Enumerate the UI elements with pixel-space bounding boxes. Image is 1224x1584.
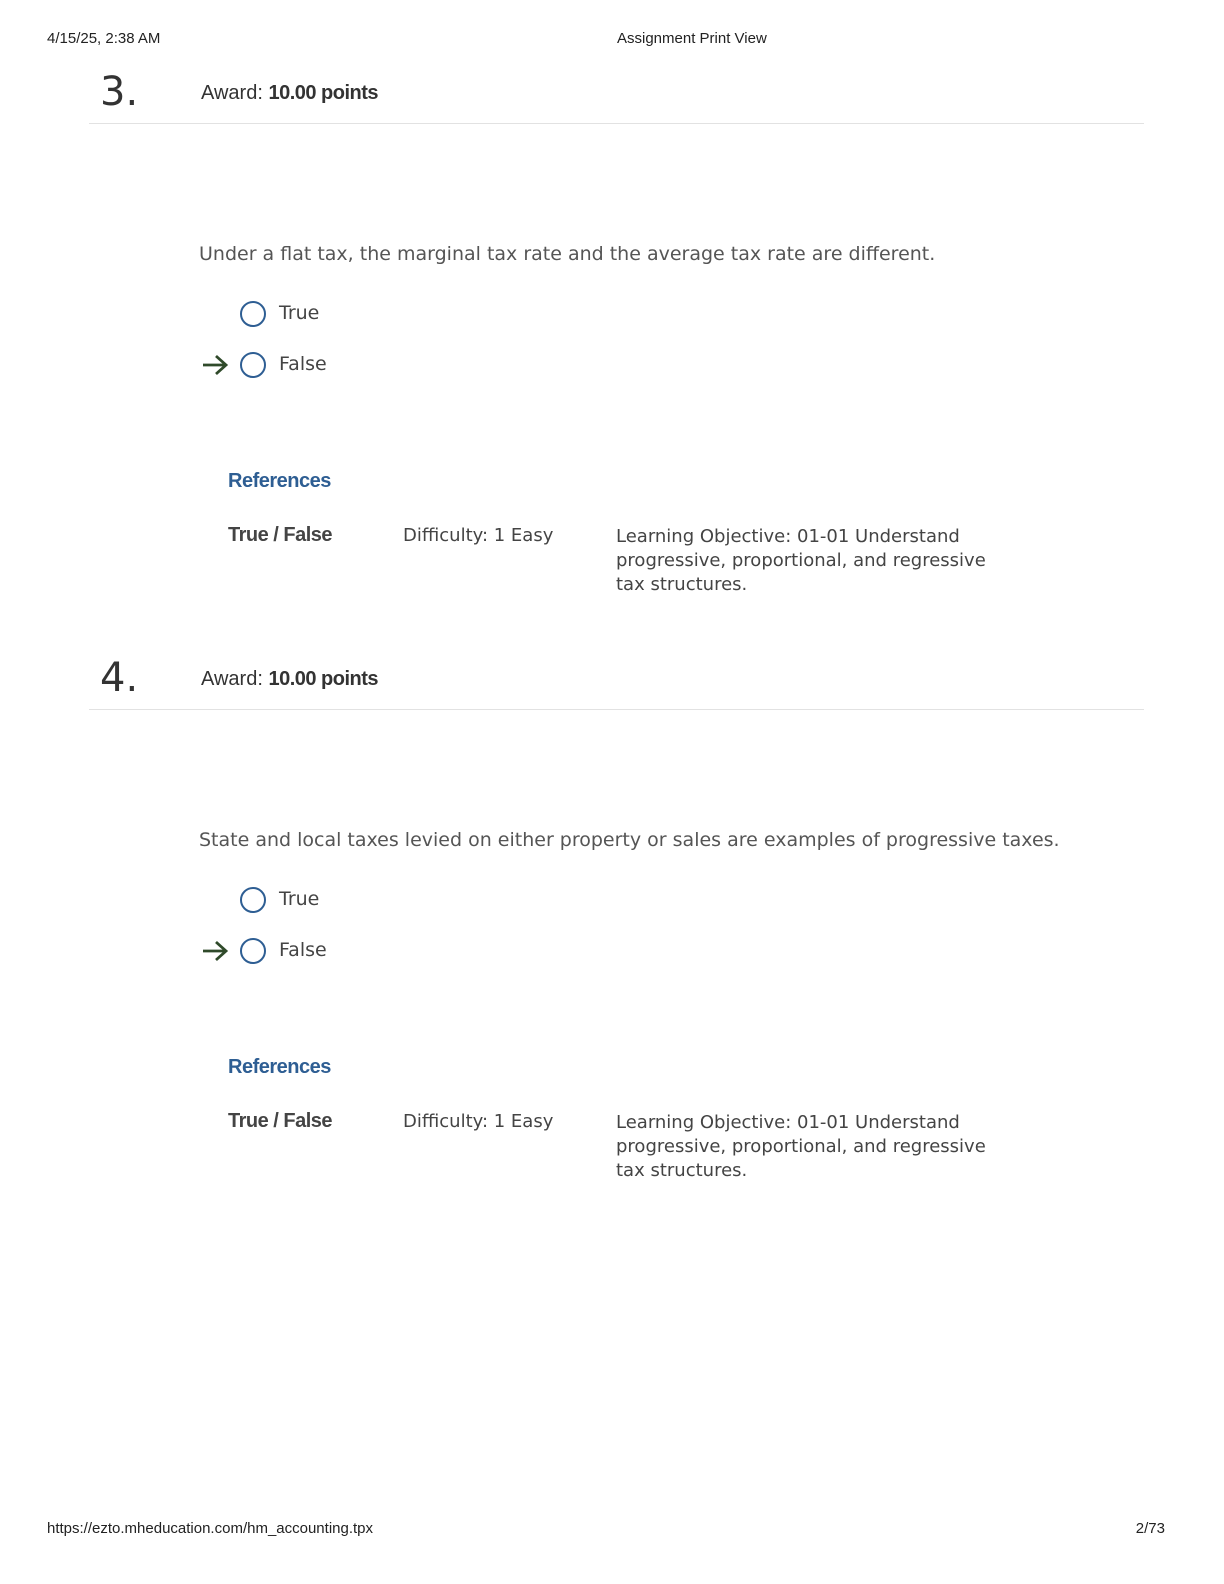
print-header: [0, 30, 1224, 50]
award-label: Award:: [201, 668, 263, 690]
option-label: True: [279, 302, 320, 324]
question-number: 3.: [100, 69, 139, 115]
question-4: [0, 656, 1224, 1216]
question-text: State and local taxes levied on either property or sales are examples of progressive taxes.: [199, 829, 1060, 851]
question-number: 4.: [100, 655, 139, 701]
references-heading[interactable]: References: [228, 1056, 331, 1078]
reference-type: True / False: [228, 1110, 333, 1132]
option-true[interactable]: [0, 884, 500, 918]
reference-type: True / False: [228, 524, 333, 546]
print-footer: [0, 1520, 1224, 1540]
question-3: [0, 70, 1224, 630]
option-false[interactable]: [0, 349, 500, 383]
option-true[interactable]: [0, 298, 500, 332]
option-label: True: [279, 888, 320, 910]
print-url: https://ezto.mheducation.com/hm_accounting.tpx: [47, 1520, 374, 1537]
question-text: Under a flat tax, the marginal tax rate and the average tax rate are different.: [199, 243, 936, 265]
option-label: False: [279, 353, 327, 375]
radio-circle-icon[interactable]: [240, 887, 266, 913]
option-false[interactable]: [0, 935, 500, 969]
award: [201, 666, 378, 692]
reference-difficulty: Difficulty: 1 Easy: [403, 525, 554, 546]
print-page-number: 2/73: [1135, 1520, 1165, 1537]
reference-learning-objective: Learning Objective: 01-01 Understand progressive, proportional, and regressive tax structures.: [616, 526, 986, 595]
print-datetime: 4/15/25, 2:38 AM: [47, 30, 161, 47]
answer-options: [0, 298, 600, 408]
radio-circle-icon[interactable]: [240, 938, 266, 964]
award-points: 10.00 points: [268, 82, 379, 104]
award: [201, 80, 378, 106]
question-divider: [89, 123, 1144, 124]
award-label: Award:: [201, 82, 263, 104]
reference-difficulty: Difficulty: 1 Easy: [403, 1111, 554, 1132]
right-arrow-icon: [201, 939, 229, 963]
answer-options: [0, 884, 600, 994]
option-label: False: [279, 939, 327, 961]
print-title: Assignment Print View: [617, 30, 767, 47]
radio-circle-icon[interactable]: [240, 301, 266, 327]
references-heading[interactable]: References: [228, 470, 331, 492]
question-divider: [89, 709, 1144, 710]
right-arrow-icon: [201, 353, 229, 377]
award-points: 10.00 points: [268, 668, 379, 690]
reference-learning-objective: Learning Objective: 01-01 Understand progressive, proportional, and regressive tax structures.: [616, 1112, 986, 1181]
radio-circle-icon[interactable]: [240, 352, 266, 378]
